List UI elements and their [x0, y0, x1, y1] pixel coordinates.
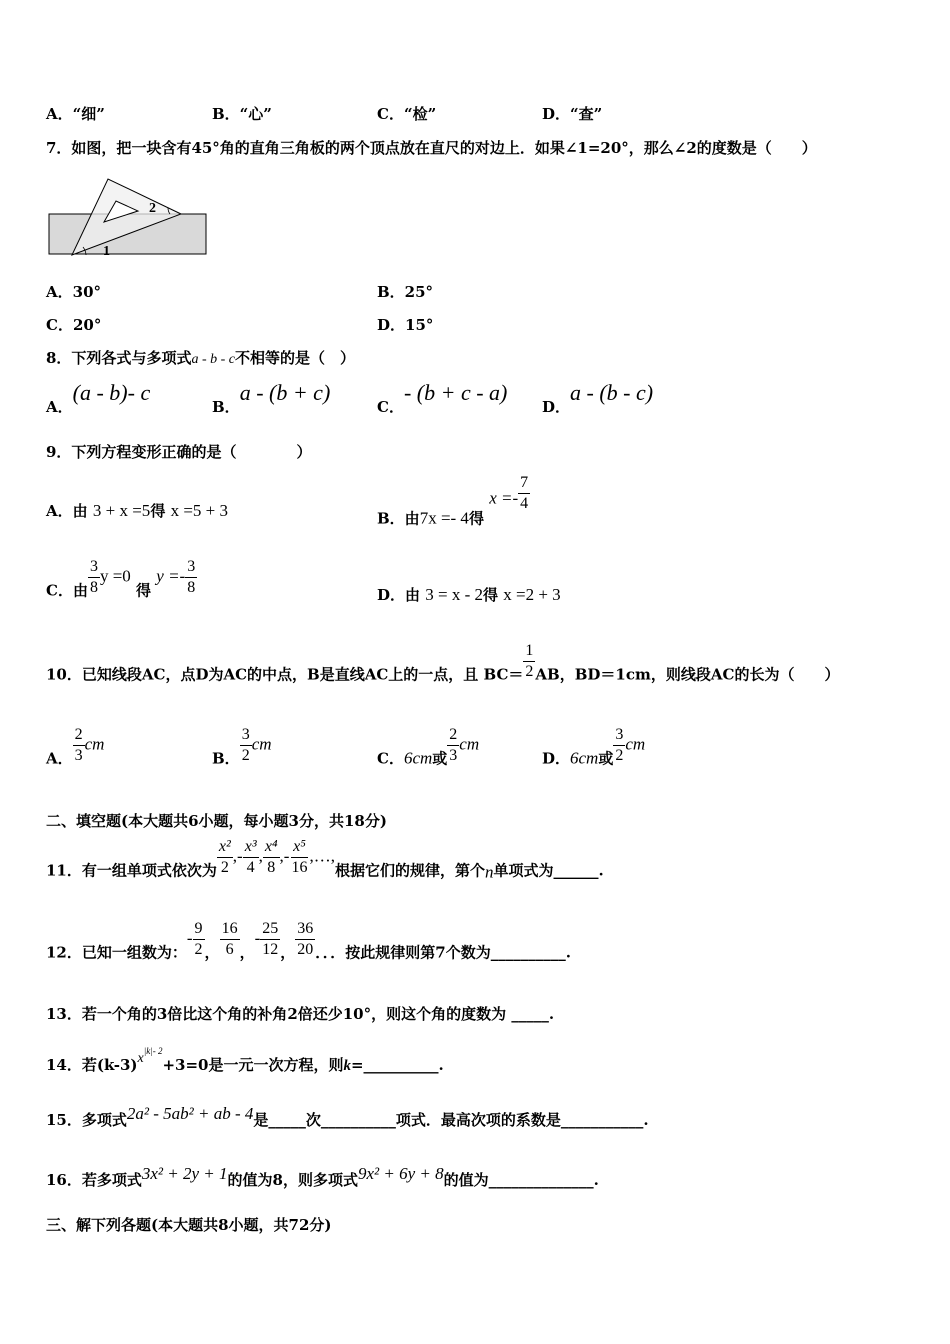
q8-expr: a - b - c	[191, 352, 235, 367]
q10-option-c: C．6cm或 $\frac{2}{3}$ cm	[377, 726, 480, 768]
q12: 12．已知一组数为：- $\frac{9}{2}$ ， $\frac{16}{6}$ ，- $\frac{25}{12}$ ， $\frac{36}{20}$ ．．．按此规律则第7个数为__________.	[46, 920, 571, 962]
q9-stem: 9．下列方程变形正确的是（ ）	[46, 443, 312, 461]
section-3-heading: 三、解下列各题(本大题共8小题，共72分)	[46, 1216, 332, 1234]
q14: 14．若$(k-3)x^{|k|- 2}+3=0$是一元一次方程，则k=__________.	[46, 1046, 444, 1074]
q9-b-fraction: $\frac{7}{4}$	[520, 474, 529, 512]
q8-option-b: B．a - (b + c)	[212, 380, 331, 416]
q6-option-d: D．“查”	[542, 105, 603, 123]
q7-option-a: A．30°	[46, 283, 102, 301]
q9-option-b: B．由7x =- 4得 x =- $\frac{7}{4}$	[377, 474, 529, 528]
q7-stem: 7．如图，把一块含有45°角的直角三角板的两个顶点放在直尺的对边上．如果∠1=20°，那么∠2的度数是（ ）	[46, 139, 817, 157]
q8-option-d: D．a - (b - c)	[542, 380, 654, 416]
q10-option-a: A． $\frac{2}{3}$ cm	[46, 726, 105, 768]
angle-1-label: 1	[103, 244, 110, 258]
q10-option-d: D．6cm或 $\frac{3}{2}$ cm	[542, 726, 646, 768]
q8-stem: 8．下列各式与多项式a - b - c不相等的是（ ）	[46, 349, 356, 367]
q8-option-c: C．- (b + c - a)	[377, 380, 508, 416]
q9-option-d: D．由 3 = x - 2得 x =2 + 3	[377, 585, 561, 604]
q10-option-b: B． $\frac{3}{2}$ cm	[212, 726, 272, 768]
q13: 13．若一个角的3倍比这个角的补角2倍还少10°，则这个角的度数为 _____.	[46, 1005, 555, 1023]
ruler-triangle-figure	[46, 176, 210, 258]
q9-c-fraction-2: $\frac{3}{8}$	[187, 558, 196, 596]
q8-option-a: A．(a - b)- c	[46, 380, 151, 416]
q9-c-fraction-1: $\frac{3}{8}$	[89, 558, 98, 596]
q7-option-d: D．15°	[377, 316, 434, 334]
q6-option-b: B．“心”	[212, 105, 272, 123]
q6-option-a: A．“细”	[46, 105, 105, 123]
q9-option-c: C．由 $\frac{3}{8}$ y =0 得 y =- $\frac{3}{8}$	[46, 558, 196, 600]
q6-option-c: C．“检”	[377, 105, 437, 123]
q9-option-a: A．由 3 + x =5得 x =5 + 3	[46, 501, 228, 520]
q10-fraction: $\frac{1}{2}$	[525, 642, 534, 680]
section-2-heading: 二、填空题(本大题共6小题，每小题3分，共18分)	[46, 812, 387, 830]
q15: 15．多项式2a² - 5ab² + ab - 4是_____次__________项式．最高次项的系数是___________.	[46, 1104, 649, 1129]
q11: 11．有一组单项式依次为 $\frac{\text{x²}}{2}$ ,- $\frac{\text{x³}}{4}$ , $\frac{\text{x⁴}}{8}$ ,- $\frac{\text{x⁵}}{16}$ ,…,根据它们的规律，第个n单项式为______.	[46, 838, 604, 882]
q7-option-b: B．25°	[377, 283, 434, 301]
q16: 16．若多项式3x² + 2y + 1的值为8，则多项式9x² + 6y + 8的值为______________.	[46, 1164, 599, 1189]
q7-option-c: C．20°	[46, 316, 102, 334]
angle-2-label: 2	[149, 201, 156, 216]
q10-stem: 10．已知线段AC，点D为AC的中点，B是直线AC上的一点，且 BC＝ $\frac{1}{2}$ AB，BD＝1cm，则线段AC的长为（ ）	[46, 642, 840, 684]
